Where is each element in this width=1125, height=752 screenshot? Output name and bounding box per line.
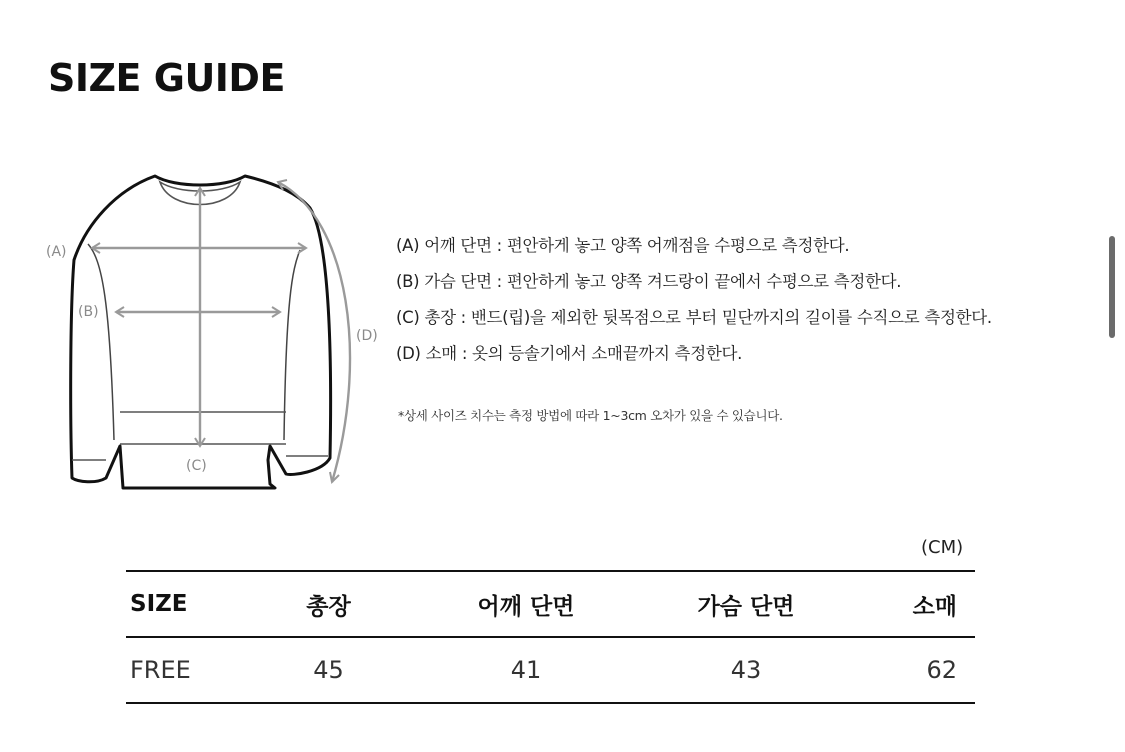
- scrollbar[interactable]: [1109, 236, 1115, 338]
- measurement-notes: [396, 228, 1106, 372]
- header-length: 총장: [306, 593, 351, 620]
- note-b: (B) 가슴 단면 : 편안하게 놓고 양쪽 겨드랑이 끝에서 수평으로 측정한다.: [396, 272, 902, 291]
- table-header-row: [126, 571, 975, 637]
- cell-length: 45: [313, 656, 344, 684]
- note-c: (C) 총장 : 밴드(립)을 제외한 뒷목점으로 부터 밑단까지의 길이를 수직으로 측정한다.: [396, 308, 992, 327]
- header-sleeve: 소매: [912, 593, 957, 620]
- note-d: (D) 소매 : 옷의 등솔기에서 소매끝까지 측정한다.: [396, 344, 743, 363]
- cell-sleeve: 62: [926, 656, 957, 684]
- measure-line-d: [278, 182, 350, 482]
- disclaimer: *상세 사이즈 치수는 측정 방법에 따라 1~3cm 오차가 있을 수 있습니다.: [398, 408, 783, 423]
- label-d: (D): [356, 328, 378, 344]
- page-title: SIZE GUIDE: [48, 56, 285, 100]
- label-a: (A): [46, 244, 67, 260]
- sleeve-seam-left: [88, 244, 114, 440]
- size-table: [126, 570, 975, 704]
- unit-label: (CM): [921, 537, 964, 558]
- sleeve-seam-right: [284, 250, 300, 440]
- sweatshirt-measurement-diagram: [30, 160, 400, 500]
- cell-chest: 43: [730, 656, 762, 684]
- header-shoulder: 어깨 단면: [477, 593, 575, 620]
- note-a: (A) 어깨 단면 : 편안하게 놓고 양쪽 어깨점을 수평으로 측정한다.: [396, 236, 850, 255]
- header-chest: 가슴 단면: [697, 593, 795, 620]
- cell-shoulder: 41: [510, 656, 542, 684]
- label-b: (B): [78, 304, 99, 320]
- header-size: SIZE: [130, 591, 188, 617]
- table-row: [126, 637, 975, 703]
- label-c: (C): [186, 458, 207, 474]
- cell-size: FREE: [130, 656, 191, 684]
